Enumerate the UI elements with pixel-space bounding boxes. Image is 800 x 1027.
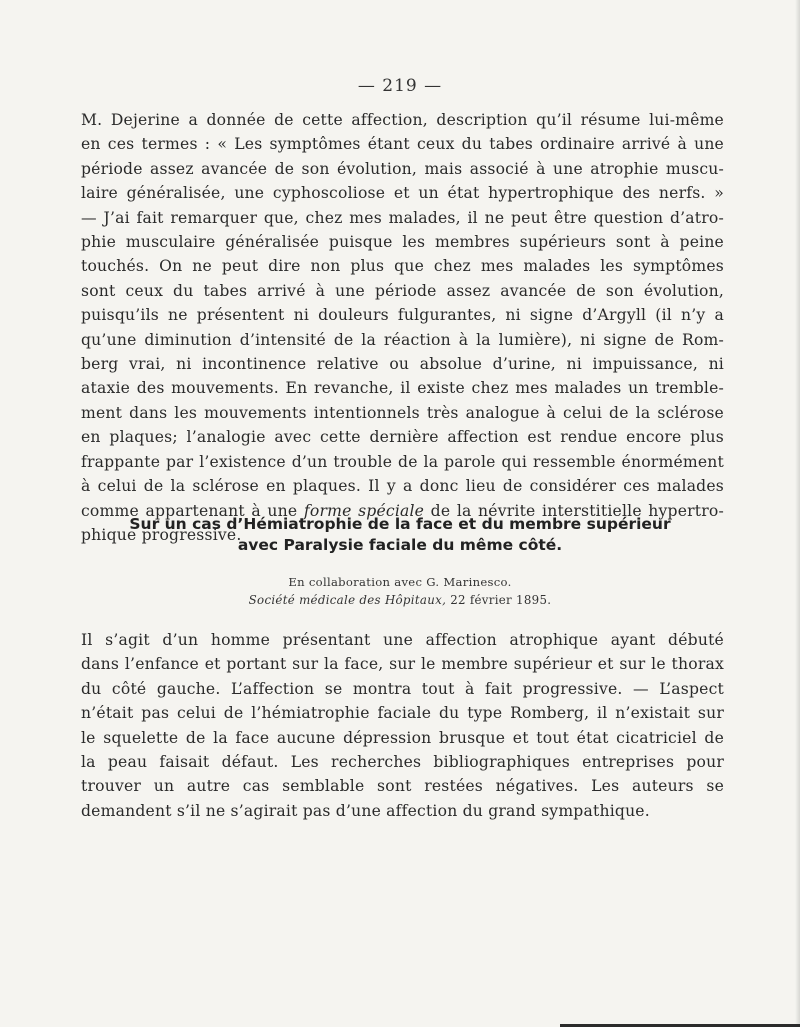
text-line: touchés. On ne peut dire non plus que chez mes malades les symptômes [81,257,724,276]
text-line: phie musculaire généralisée puisque les membres supérieurs sont à peine [81,233,724,252]
paragraph-dejerine-discussion [81,108,724,547]
text-line: demandent s’il ne s’agirait pas d’une affection du grand sympathique. [81,801,650,820]
text-line: période assez avancée de son évolution, mais associé à une atrophie muscu- [81,159,724,178]
section-title-line: Sur un cas d’Hémiatrophie de la face et du membre supérieur [129,515,671,533]
text-line: ataxie des mouvements. En revanche, il existe chez mes malades un tremble- [81,379,724,398]
text-line: puisqu’ils ne présentent ni douleurs fulgurantes, ni signe d’Argyll (il n’y a [81,306,724,325]
text-line: ment dans les mouvements intentionnels très analogue à celui de la sclérose [81,403,724,422]
section-title-line: avec Paralysie faciale du même côté. [237,536,563,554]
text-line: trouver un autre cas semblable sont restées négatives. Les auteurs se [81,777,724,796]
source-society: Société médicale des Hôpitaux, [248,593,447,607]
paragraph-hemiatrophy-case [81,628,724,823]
text-segment: comme appartenant à une [81,501,304,520]
source-reference [0,593,800,607]
italic-phrase: forme spéciale [303,501,425,520]
source-date: 22 février 1895. [446,593,552,607]
text-line: phique progressive. [81,525,242,544]
section-title [0,514,800,556]
text-line: dans l’enfance et portant sur la face, sur le membre supérieur et sur le thorax [81,655,724,674]
collaboration-note: En collaboration avec G. Marinesco. [288,575,512,589]
text-segment: de la névrite interstitielle hypertro- [424,501,724,520]
text-line: à celui de la sclérose en plaques. Il y a donc lieu de considérer ces malades [81,477,724,496]
text-line: Il s’agit d’un homme présentant une affection atrophique ayant débuté [81,631,724,649]
text-line: berg vrai, ni incontinence relative ou absolue d’urine, ni impuissance, ni [81,355,724,374]
text-line: frappante par l’existence d’un trouble de la parole qui ressemble énormément [81,452,724,471]
text-line: en ces termes : « Les symptômes étant ceux du tabes ordinaire arrivé à une [81,135,724,154]
text-line: du côté gauche. L’affection se montra tout à fait progressive. — L’aspect [81,679,724,698]
text-line: n’était pas celui de l’hémiatrophie faciale du type Romberg, il n’existait sur [81,704,724,723]
page-number: — 219 — [357,76,443,96]
text-line: laire généralisée, une cyphoscoliose et un état hypertrophique des nerfs. » [81,184,724,203]
text-line: le squelette de la face aucune dépression brusque et tout état cicatriciel de [81,728,724,747]
text-line: M. Dejerine a donnée de cette affection, description qu’il résume lui-même [81,111,724,129]
text-line: sont ceux du tabes arrivé à une période assez avancée de son évolution, [81,281,724,300]
text-line: la peau faisait défaut. Les recherches bibliographiques entreprises pour [81,753,724,772]
text-line: en plaques; l’analogie avec cette dernière affection est rendue encore plus [81,428,724,447]
page-edge-shadow [795,0,800,1027]
text-line: qu’une diminution d’intensité de la réaction à la lumière), ni signe de Rom- [81,330,724,349]
text-line: — J’ai fait remarquer que, chez mes malades, il ne peut être question d’atro- [81,208,724,227]
